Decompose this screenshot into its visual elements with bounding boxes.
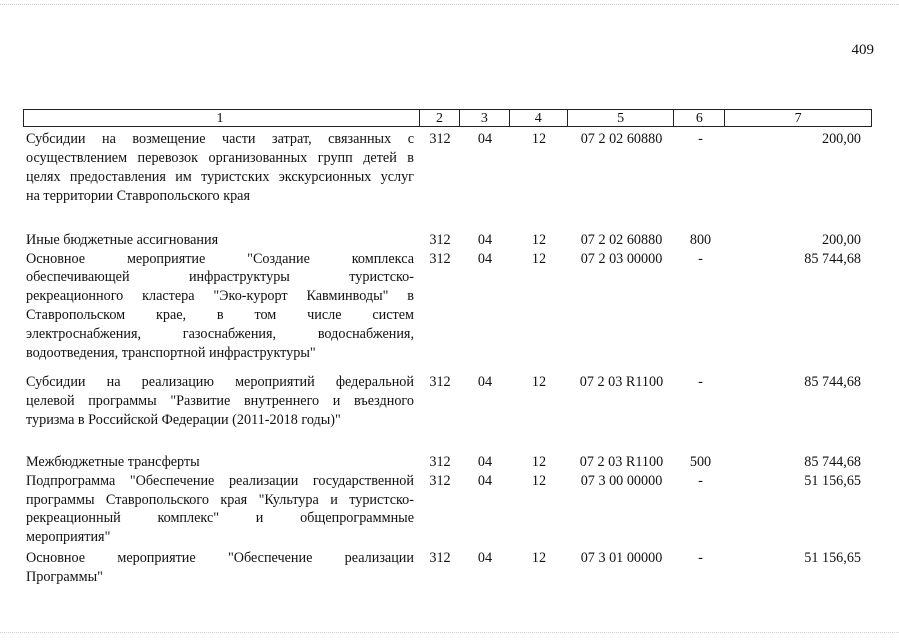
table-row: [23, 231, 872, 250]
row-col-7: 85 744,68: [804, 250, 861, 267]
row-col-2: 312: [429, 131, 451, 147]
row-col-7: 85 744,68: [804, 373, 861, 390]
row-col-3: 04: [477, 131, 493, 147]
row-col-2: 312: [429, 453, 451, 470]
row-col-6: 500: [689, 453, 712, 470]
header-col-6: 6: [674, 110, 725, 126]
row-col-3: 04: [477, 373, 493, 390]
header-col-3: 3: [460, 110, 510, 126]
row-col-4: 12: [531, 131, 547, 147]
row-col-2: 312: [429, 250, 451, 267]
table-row: [23, 130, 872, 206]
row-description: Субсидии на реализацию мероприятий федеральной целевой программы "Развитие внутреннего и въездного туризма в Российской Федерации (2011-2018 годы)": [26, 373, 414, 428]
row-col-6: -: [698, 131, 703, 147]
row-col-6: -: [698, 373, 703, 390]
row-col-5: 07 3 00 00000: [580, 472, 663, 489]
row-col-2: 312: [429, 231, 451, 248]
row-col-3: 04: [477, 472, 493, 489]
scan-edge-bottom: [0, 632, 899, 633]
table-row: [23, 250, 872, 363]
row-description: Основное мероприятие "Обеспечение реализации Программы": [26, 550, 414, 586]
row-col-4: 12: [531, 250, 547, 267]
row-col-7: 51 156,65: [804, 472, 861, 489]
page-number: 409: [851, 42, 874, 58]
row-col-4: 12: [531, 231, 547, 248]
row-col-4: 12: [531, 550, 547, 567]
table-row: [23, 472, 872, 548]
row-col-3: 04: [477, 453, 493, 470]
row-col-6: -: [698, 550, 703, 567]
row-col-5: 07 2 03 R1100: [579, 373, 664, 390]
scan-edge-top: [0, 4, 899, 5]
header-col-1: 1: [24, 110, 420, 126]
table-row: [23, 549, 872, 587]
header-col-2: 2: [420, 110, 460, 126]
row-col-5: 07 2 02 60880: [580, 231, 663, 248]
row-description: Иные бюджетные ассигнования: [26, 231, 219, 248]
row-col-3: 04: [477, 250, 493, 267]
row-col-5: 07 2 03 R1100: [579, 453, 664, 470]
row-col-3: 04: [477, 550, 493, 567]
row-col-7: 85 744,68: [804, 453, 861, 470]
row-col-2: 312: [429, 373, 451, 390]
header-col-5: 5: [568, 110, 675, 126]
budget-table: [23, 109, 872, 587]
header-col-4: 4: [510, 110, 568, 126]
row-col-7: 200,00: [821, 131, 861, 147]
row-col-5: 07 2 02 60880: [580, 131, 663, 147]
table-row: [23, 453, 872, 472]
row-col-5: 07 3 01 00000: [580, 550, 663, 567]
row-col-4: 12: [531, 373, 547, 390]
row-description: Подпрограмма "Обеспечение реализации государственной программы Ставропольского края "Культура и туристско- рекреационный комплекс" и общепрограммные мероприятия": [26, 472, 414, 546]
row-col-5: 07 2 03 00000: [580, 250, 663, 267]
row-col-6: -: [698, 472, 703, 489]
row-col-6: -: [698, 250, 703, 267]
table-header: [23, 109, 872, 127]
row-col-4: 12: [531, 472, 547, 489]
row-col-4: 12: [531, 453, 547, 470]
row-description: Субсидии на возмещение части затрат, связанных с осуществлением перевозок организованных групп детей в целях предоставления им туристских экскурсионных услуг на территории Ставропольского края: [26, 131, 414, 204]
table-row: [23, 373, 872, 430]
row-col-2: 312: [429, 550, 451, 567]
row-col-7: 51 156,65: [804, 550, 861, 567]
row-col-2: 312: [429, 472, 451, 489]
row-description: Межбюджетные трансферты: [26, 453, 200, 470]
header-col-7: 7: [794, 111, 802, 126]
row-description: Основное мероприятие "Создание комплекса обеспечивающей инфраструктуры туристско- рекреационного кластера "Эко-курорт Кавминводы" в Ставропольском крае, в том числе систем электроснабжения, газоснабжения, водоснабжения, водоотведения, транспортной инфраструктуры": [26, 250, 414, 362]
row-col-3: 04: [477, 231, 493, 248]
row-col-6: 800: [689, 231, 712, 248]
row-col-7: 200,00: [821, 231, 861, 248]
